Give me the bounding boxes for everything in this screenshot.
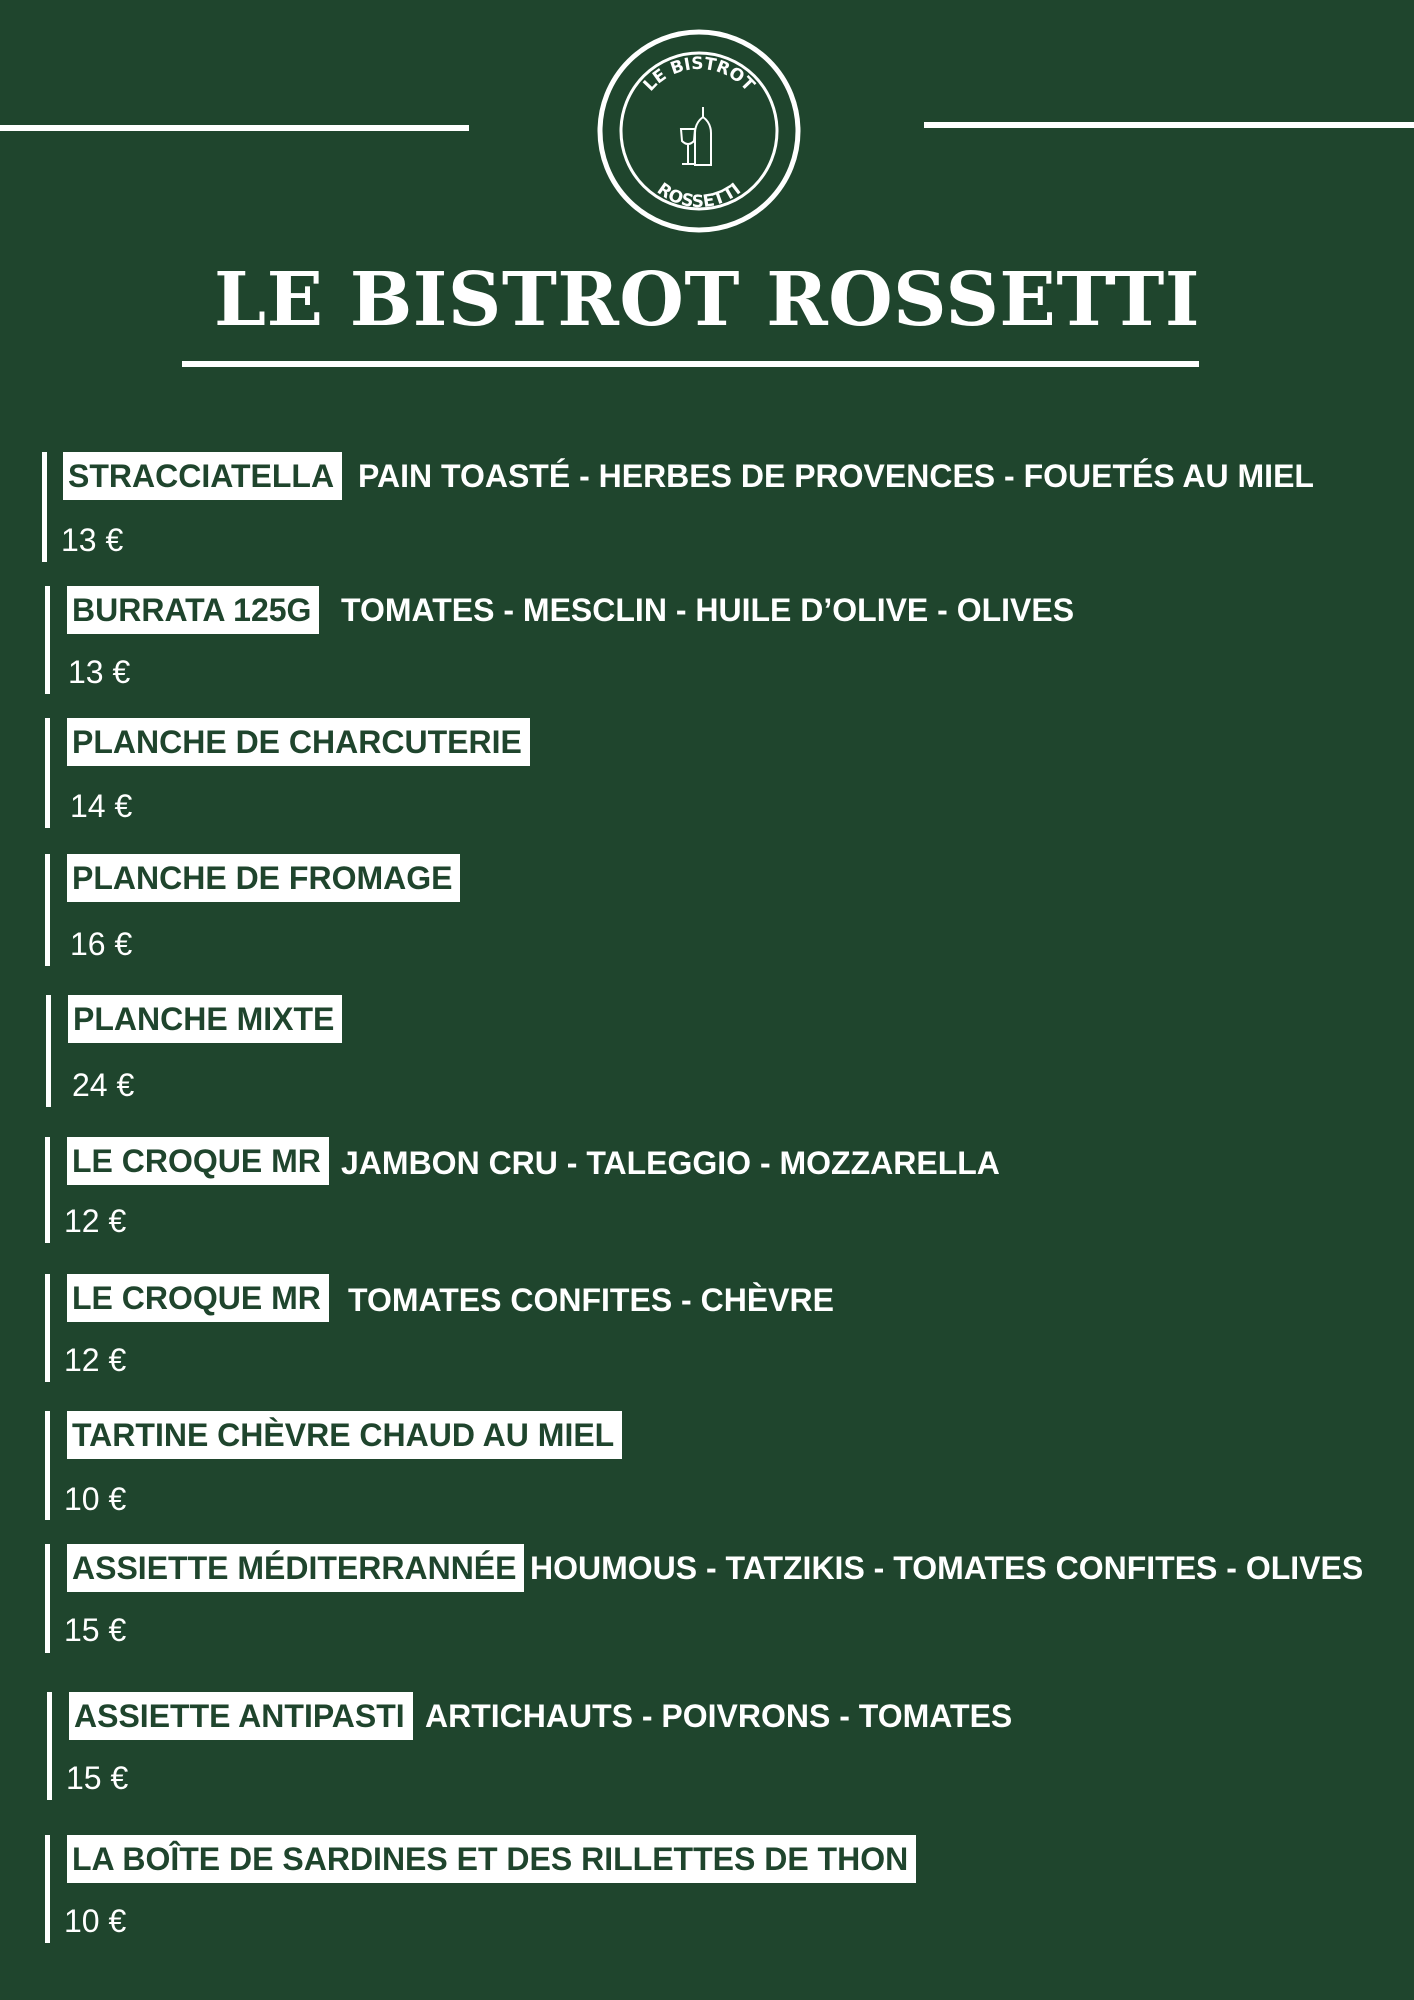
item-bar — [45, 1544, 50, 1653]
item-name: TARTINE CHÈVRE CHAUD AU MIEL — [67, 1411, 622, 1459]
item-price: 10 € — [64, 1481, 127, 1517]
logo-text-top: LE BISTROT — [639, 53, 759, 96]
item-name: ASSIETTE MÉDITERRANNÉE — [67, 1544, 524, 1592]
item-name: LA BOÎTE DE SARDINES ET DES RILLETTES DE THON — [67, 1835, 916, 1883]
menu-item — [0, 586, 1414, 694]
item-bar — [47, 1692, 52, 1800]
item-description: JAMBON CRU - TALEGGIO - MOZZARELLA — [341, 1145, 1000, 1181]
item-name: BURRATA 125G — [67, 586, 319, 634]
item-name: ASSIETTE ANTIPASTI — [69, 1692, 413, 1740]
item-price: 13 € — [61, 522, 124, 558]
item-price: 16 € — [70, 926, 133, 962]
item-price: 14 € — [70, 788, 133, 824]
menu-item — [0, 1137, 1414, 1243]
menu-item — [0, 995, 1414, 1107]
title-underline — [182, 361, 1199, 367]
item-description: PAIN TOASTÉ - HERBES DE PROVENCES - FOUETÉS AU MIEL — [358, 458, 1314, 494]
item-description: TOMATES - MESCLIN - HUILE D’OLIVE - OLIVES — [341, 592, 1075, 628]
item-name: PLANCHE DE FROMAGE — [67, 854, 460, 902]
logo-text-bottom: ROSSETTI — [653, 179, 745, 213]
item-price: 15 € — [66, 1760, 129, 1796]
menu-item — [0, 1411, 1414, 1520]
item-bar — [45, 1835, 50, 1943]
item-price: 13 € — [68, 654, 131, 690]
item-bar — [45, 1274, 50, 1382]
item-name: PLANCHE MIXTE — [68, 995, 342, 1043]
item-description: ARTICHAUTS - POIVRONS - TOMATES — [425, 1698, 1013, 1734]
item-price: 10 € — [64, 1903, 127, 1939]
menu-item — [0, 1692, 1414, 1800]
item-name: LE CROQUE MR — [67, 1137, 329, 1185]
item-bar — [45, 1137, 50, 1243]
item-price: 24 € — [72, 1067, 135, 1103]
item-bar — [45, 854, 50, 966]
bistrot-logo — [597, 29, 801, 233]
item-price: 15 € — [64, 1612, 127, 1648]
menu-item — [0, 718, 1414, 828]
header-rule-left — [0, 125, 469, 131]
menu-item — [0, 452, 1414, 562]
menu-item — [0, 1835, 1414, 1943]
page-title: LE BISTROT ROSSETTI — [214, 257, 1200, 343]
item-bar — [45, 1411, 50, 1520]
item-price: 12 € — [64, 1342, 127, 1378]
wine-bottle-glass-icon — [681, 107, 711, 165]
item-price: 12 € — [64, 1203, 127, 1239]
item-name: STRACCIATELLA — [63, 452, 342, 500]
item-bar — [42, 452, 47, 562]
menu-item — [0, 1544, 1414, 1653]
menu-item — [0, 854, 1414, 966]
item-name: LE CROQUE MR — [67, 1274, 329, 1322]
item-description: HOUMOUS - TATZIKIS - TOMATES CONFITES - OLIVES — [530, 1550, 1364, 1586]
menu-item — [0, 1274, 1414, 1382]
item-bar — [46, 995, 51, 1107]
item-description: TOMATES CONFITES - CHÈVRE — [348, 1282, 834, 1318]
item-name: PLANCHE DE CHARCUTERIE — [67, 718, 530, 766]
item-bar — [45, 586, 50, 694]
header-rule-right — [924, 122, 1414, 128]
item-bar — [45, 718, 50, 828]
